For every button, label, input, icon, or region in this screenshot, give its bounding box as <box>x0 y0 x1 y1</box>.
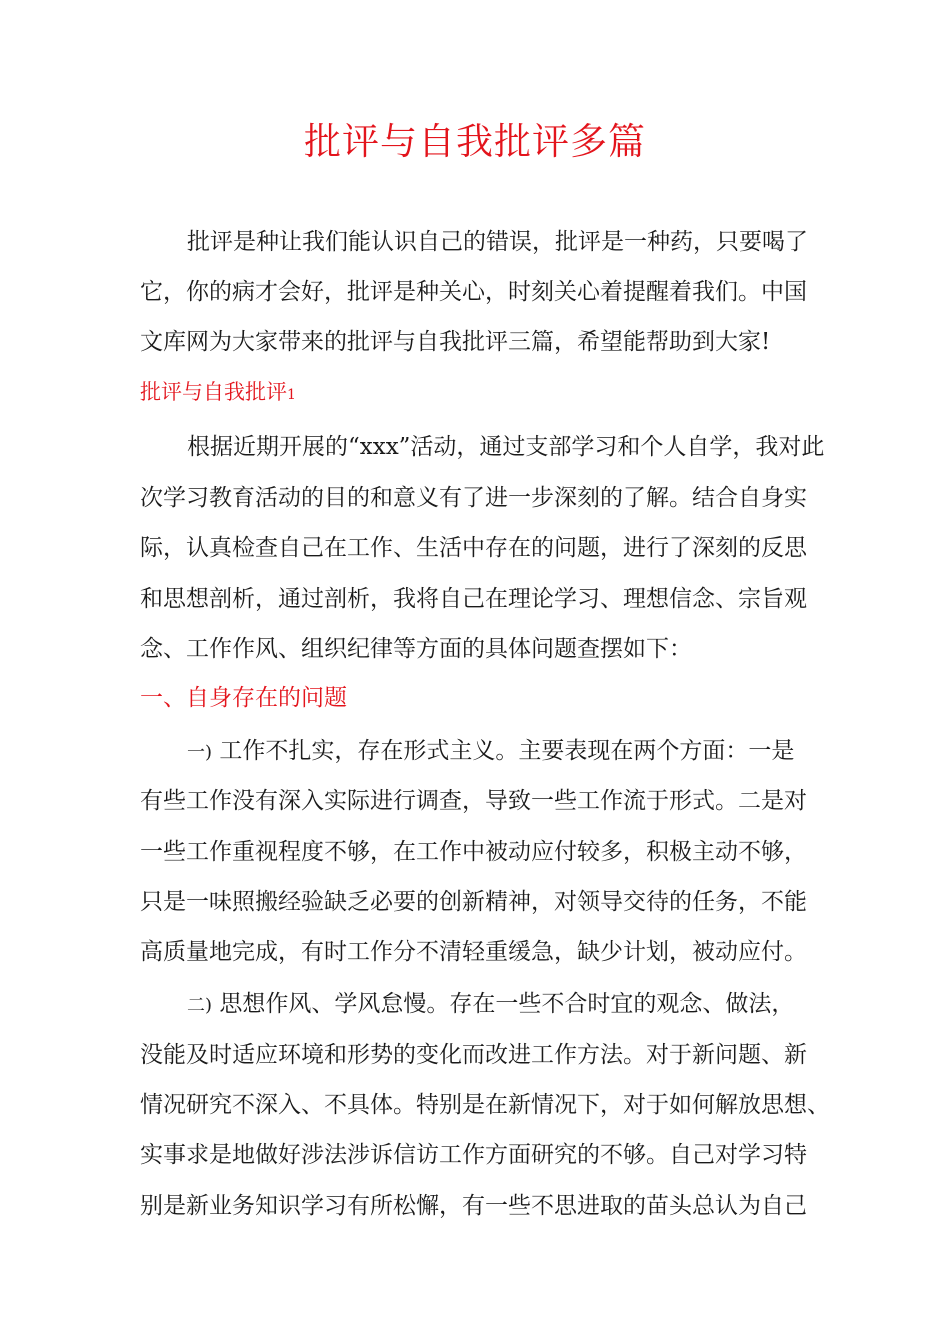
item2-line-1 <box>187 984 794 1026</box>
item2-first-text: 思想作风、学风怠慢。存在一些不合时宜的观念、做法， <box>212 991 795 1017</box>
section-1-heading-number: 1 <box>287 387 296 403</box>
problems-heading: 一、自身存在的问题 <box>140 685 347 711</box>
item1-number: 一) <box>187 742 213 763</box>
item1-line-3: 一些工作重视程度不够，在工作中被动应付较多，积极主动不够， <box>140 839 807 865</box>
intro-line-2: 它，你的病才会好，批评是种关心，时刻关心着提醒着我们。中国 <box>140 279 807 305</box>
para1-line-2: 次学习教育活动的目的和意义有了进一步深刻的了解。结合自身实 <box>140 485 807 511</box>
item2-line-2: 没能及时适应环境和形势的变化而改进工作方法。对于新问题、新 <box>140 1042 807 1068</box>
para1-line-5: 念、工作作风、组织纪律等方面的具体问题查摆如下： <box>140 636 692 662</box>
document-title: 批评与自我批评多篇 <box>304 120 646 163</box>
intro-line-1: 批评是种让我们能认识自己的错误，批评是一种药，只要喝了 <box>187 229 808 255</box>
item2-line-4: 实事求是地做好涉法涉诉信访工作方面研究的不够。自己对学习特 <box>140 1142 807 1168</box>
item1-line-1 <box>187 731 794 773</box>
intro-line-3: 文库网为大家带来的批评与自我批评三篇，希望能帮助到大家! <box>140 329 771 355</box>
item1-line-2: 有些工作没有深入实际进行调查，导致一些工作流于形式。二是对 <box>140 788 807 814</box>
section-1-heading-text: 批评与自我批评 <box>140 380 287 404</box>
item1-line-4: 只是一味照搬经验缺乏必要的创新精神，对领导交待的任务，不能 <box>140 889 807 915</box>
item1-line-5: 高质量地完成，有时工作分不清轻重缓急，缺少计划，被动应付。 <box>140 939 807 965</box>
item1-first-text: 工作不扎实，存在形式主义。主要表现在两个方面：一是 <box>212 738 795 764</box>
item2-line-5: 别是新业务知识学习有所松懈，有一些不思进取的苗头总认为自己 <box>140 1193 807 1219</box>
item2-number: 二) <box>187 995 213 1016</box>
para1-line-1: 根据近期开展的“xxx”活动，通过支部学习和个人自学，我对此 <box>187 434 825 460</box>
para1-line-4: 和思想剖析，通过剖析，我将自己在理论学习、理想信念、宗旨观 <box>140 586 807 612</box>
para1-line-3: 际，认真检查自己在工作、生活中存在的问题，进行了深刻的反思 <box>140 535 807 561</box>
section-1-heading <box>140 372 296 415</box>
item2-line-3: 情况研究不深入、不具体。特别是在新情况下，对于如何解放思想、 <box>140 1092 830 1118</box>
